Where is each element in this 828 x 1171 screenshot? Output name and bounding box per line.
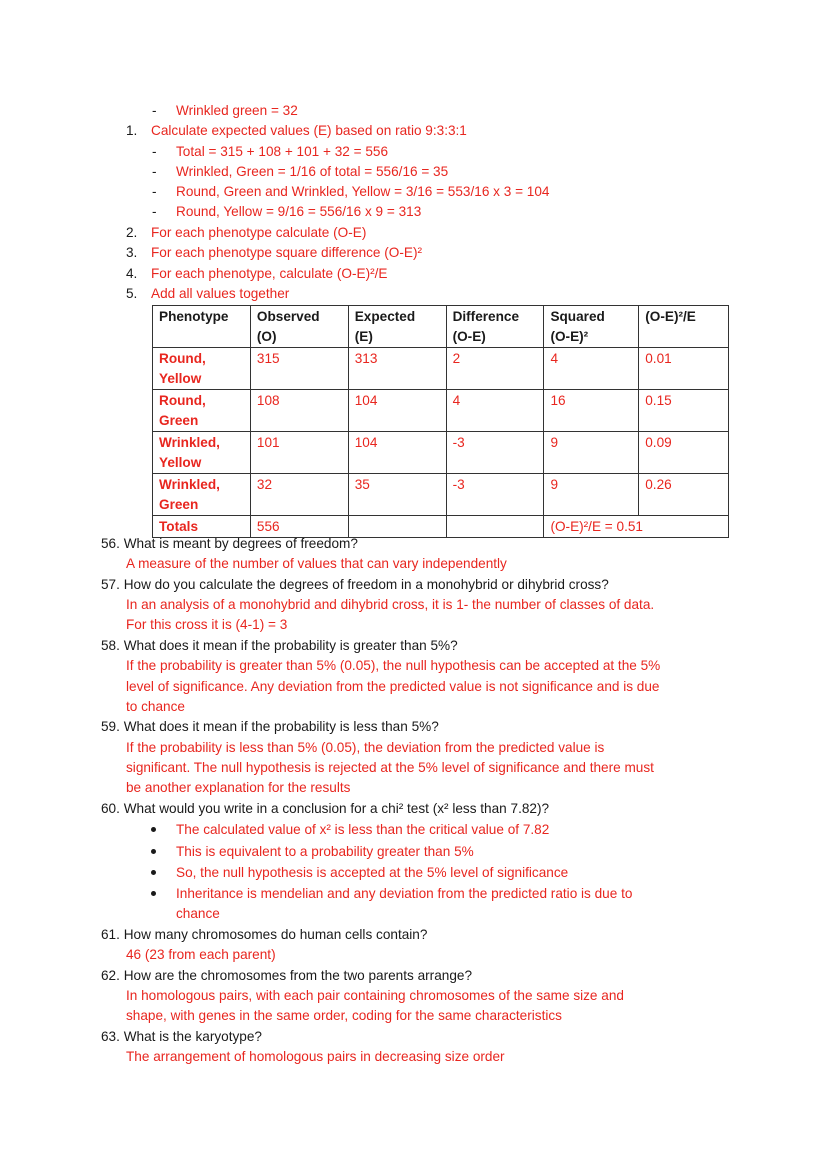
answer-line: significant. The null hypothesis is rejected at the 5% level of significance and there must <box>126 760 654 775</box>
header-chi-component: (O-E)²/E <box>639 306 729 348</box>
difference-cell: -3 <box>446 432 544 474</box>
empty-cell <box>446 516 544 538</box>
difference-cell: 2 <box>446 348 544 390</box>
expected-cell: 104 <box>348 432 446 474</box>
observed-cell: 108 <box>250 390 348 432</box>
chi-component-cell: 0.01 <box>639 348 729 390</box>
answer-line: be another explanation for the results <box>126 780 351 795</box>
question-60: 60. What would you write in a conclusion for a chi² test (x² less than 7.82)? <box>101 801 550 816</box>
chi-squared-table <box>152 305 729 538</box>
conclusion-bullet: This is equivalent to a probability greater than 5% <box>176 844 474 859</box>
header-phenotype: Phenotype <box>153 306 251 348</box>
question-56: 56. What is meant by degrees of freedom? <box>101 536 358 551</box>
answer-line: level of significance. Any deviation from the predicted value is not significance and is due <box>126 679 660 694</box>
step1-sub: Round, Green and Wrinkled, Yellow = 3/16 = 553/16 x 3 = 104 <box>176 184 550 199</box>
dash-bullet: - <box>152 164 157 179</box>
table-header-row <box>153 306 729 348</box>
table-row <box>153 432 729 474</box>
chi-squared-sum: (O-E)²/E = 0.51 <box>544 516 729 538</box>
question-63: 63. What is the karyotype? <box>101 1029 262 1044</box>
bullet-dot <box>151 870 156 875</box>
header-observed: Observed (O) <box>250 306 348 348</box>
step-text: For each phenotype calculate (O-E) <box>151 225 367 240</box>
difference-cell: -3 <box>446 474 544 516</box>
step-number: 2. <box>126 225 138 240</box>
header-squared: Squared (O-E)² <box>544 306 639 348</box>
step-number: 4. <box>126 266 138 281</box>
dash-bullet: - <box>152 103 157 118</box>
step1-sub: Total = 315 + 108 + 101 + 32 = 556 <box>176 144 389 159</box>
step1-sub: Round, Yellow = 9/16 = 556/16 x 9 = 313 <box>176 204 422 219</box>
header-expected: Expected (E) <box>348 306 446 348</box>
squared-cell: 16 <box>544 390 639 432</box>
dash-bullet: - <box>152 184 157 199</box>
step-text: For each phenotype, calculate (O-E)²/E <box>151 266 388 281</box>
question-58: 58. What does it mean if the probability is greater than 5%? <box>101 638 458 653</box>
squared-cell: 9 <box>544 474 639 516</box>
phenotype-cell: Round, Yellow <box>153 348 251 390</box>
step-text: Calculate expected values (E) based on ratio 9:3:3:1 <box>151 123 467 138</box>
step-number: 5. <box>126 286 138 301</box>
step-number: 1. <box>126 123 138 138</box>
conclusion-bullet-continued: chance <box>176 906 220 921</box>
dash-bullet: - <box>152 204 157 219</box>
conclusion-bullet: The calculated value of x² is less than the critical value of 7.82 <box>176 822 550 837</box>
squared-cell: 9 <box>544 432 639 474</box>
bullet-dot <box>151 827 156 832</box>
phenotype-cell: Wrinkled, Green <box>153 474 251 516</box>
answer-line: If the probability is greater than 5% (0.05), the null hypothesis can be accepted at the 5% <box>126 658 661 673</box>
chi-component-cell: 0.09 <box>639 432 729 474</box>
phenotype-cell: Round, Green <box>153 390 251 432</box>
table-row <box>153 474 729 516</box>
chi-component-cell: 0.26 <box>639 474 729 516</box>
bullet-dot <box>151 849 156 854</box>
totals-observed: 556 <box>250 516 348 538</box>
conclusion-bullet: So, the null hypothesis is accepted at the 5% level of significance <box>176 865 569 880</box>
answer-line: shape, with genes in the same order, coding for the same characteristics <box>126 1008 562 1023</box>
observed-cell: 315 <box>250 348 348 390</box>
expected-cell: 35 <box>348 474 446 516</box>
bullet-dot <box>151 891 156 896</box>
phenotype-cell: Wrinkled, Yellow <box>153 432 251 474</box>
answer-line: A measure of the number of values that can vary independently <box>126 556 507 571</box>
expected-cell: 313 <box>348 348 446 390</box>
answer-line: The arrangement of homologous pairs in decreasing size order <box>126 1049 505 1064</box>
answer-line: In an analysis of a monohybrid and dihybrid cross, it is 1- the number of classes of data. <box>126 597 655 612</box>
dash-bullet: - <box>152 144 157 159</box>
observed-cell: 32 <box>250 474 348 516</box>
totals-label: Totals <box>153 516 251 538</box>
answer-line: For this cross it is (4-1) = 3 <box>126 617 288 632</box>
chi-component-cell: 0.15 <box>639 390 729 432</box>
answer-line: to chance <box>126 699 185 714</box>
expected-cell: 104 <box>348 390 446 432</box>
header-difference: Difference (O-E) <box>446 306 544 348</box>
difference-cell: 4 <box>446 390 544 432</box>
table-row <box>153 390 729 432</box>
step-text: For each phenotype square difference (O-E)² <box>151 245 423 260</box>
question-62: 62. How are the chromosomes from the two parents arrange? <box>101 968 473 983</box>
answer-line: If the probability is less than 5% (0.05), the deviation from the predicted value is <box>126 740 605 755</box>
answer-line: In homologous pairs, with each pair containing chromosomes of the same size and <box>126 988 624 1003</box>
empty-cell <box>348 516 446 538</box>
question-61: 61. How many chromosomes do human cells contain? <box>101 927 428 942</box>
step-text: Add all values together <box>151 286 290 301</box>
conclusion-bullet: Inheritance is mendelian and any deviation from the predicted ratio is due to <box>176 886 633 901</box>
question-59: 59. What does it mean if the probability is less than 5%? <box>101 719 439 734</box>
wrinkled-green-count: Wrinkled green = 32 <box>176 103 298 118</box>
step-number: 3. <box>126 245 138 260</box>
answer-line: 46 (23 from each parent) <box>126 947 276 962</box>
step1-sub: Wrinkled, Green = 1/16 of total = 556/16 = 35 <box>176 164 449 179</box>
squared-cell: 4 <box>544 348 639 390</box>
table-row <box>153 348 729 390</box>
observed-cell: 101 <box>250 432 348 474</box>
question-57: 57. How do you calculate the degrees of freedom in a monohybrid or dihybrid cross? <box>101 577 609 592</box>
